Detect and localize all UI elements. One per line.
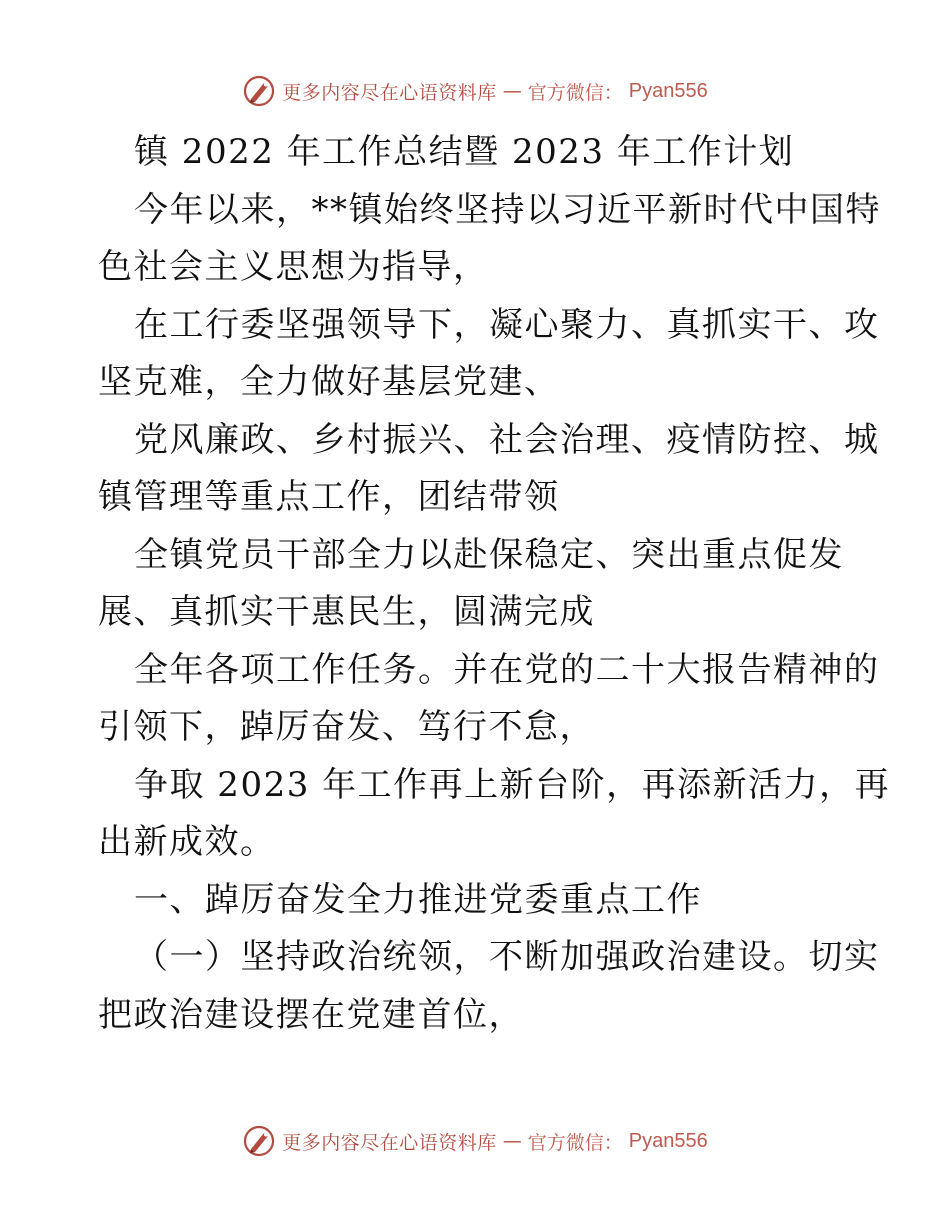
paragraph-line: 展、真抓实干惠民生，圆满完成 [98, 592, 595, 632]
pen-logo-icon [242, 74, 276, 108]
watermark-wechat-id: Pyan556 [628, 1129, 708, 1152]
section-heading: 一、踔厉奋发全力推进党委重点工作 [134, 879, 702, 920]
paragraph-line: 在工行委坚强领导下，凝心聚力、真抓实干、攻 [134, 304, 880, 345]
subsection-line: （一）坚持政治统领，不断加强政治建设。切实 [134, 937, 880, 977]
watermark-site-text: 更多内容尽在心语资料库 [282, 1131, 497, 1154]
document-body [98, 124, 891, 1044]
paragraph-line: 今年以来，**镇始终坚持以习近平新时代中国特 [134, 189, 881, 230]
document-title: 镇 2022 年工作总结暨 2023 年工作计划 [134, 132, 795, 172]
watermark-wechat-label: 官方微信： [527, 81, 623, 104]
watermark-wechat-label: 官方微信： [527, 1131, 623, 1154]
watermark-separator: — [502, 80, 522, 102]
paragraph-line: 出新成效。 [98, 822, 276, 862]
paragraph-line: 全年各项工作任务。并在党的二十大报告精神的 [134, 649, 880, 690]
paragraph-line: 引领下，踔厉奋发、笃行不怠， [98, 707, 595, 747]
paragraph-line: 镇管理等重点工作，团结带领 [98, 477, 560, 517]
paragraph-line: 全镇党员干部全力以赴保稳定、突出重点促发 [134, 534, 844, 575]
paragraph-line: 争取 2023 年工作再上新台阶，再添新活力，再 [134, 764, 891, 805]
watermark-site-text: 更多内容尽在心语资料库 [282, 81, 497, 104]
paragraph-line: 党风廉政、乡村振兴、社会治理、疫情防控、城 [134, 419, 880, 460]
watermark-banner-top [0, 71, 950, 111]
watermark-banner-bottom [0, 1121, 950, 1161]
watermark-wechat-id: Pyan556 [628, 79, 708, 102]
paragraph-line: 坚克难，全力做好基层党建、 [98, 362, 560, 402]
paragraph-line: 把政治建设摆在党建首位， [98, 994, 524, 1035]
pen-logo-icon [242, 1124, 276, 1158]
paragraph-line: 色社会主义思想为指导， [98, 247, 489, 287]
watermark-separator: — [502, 1130, 522, 1152]
